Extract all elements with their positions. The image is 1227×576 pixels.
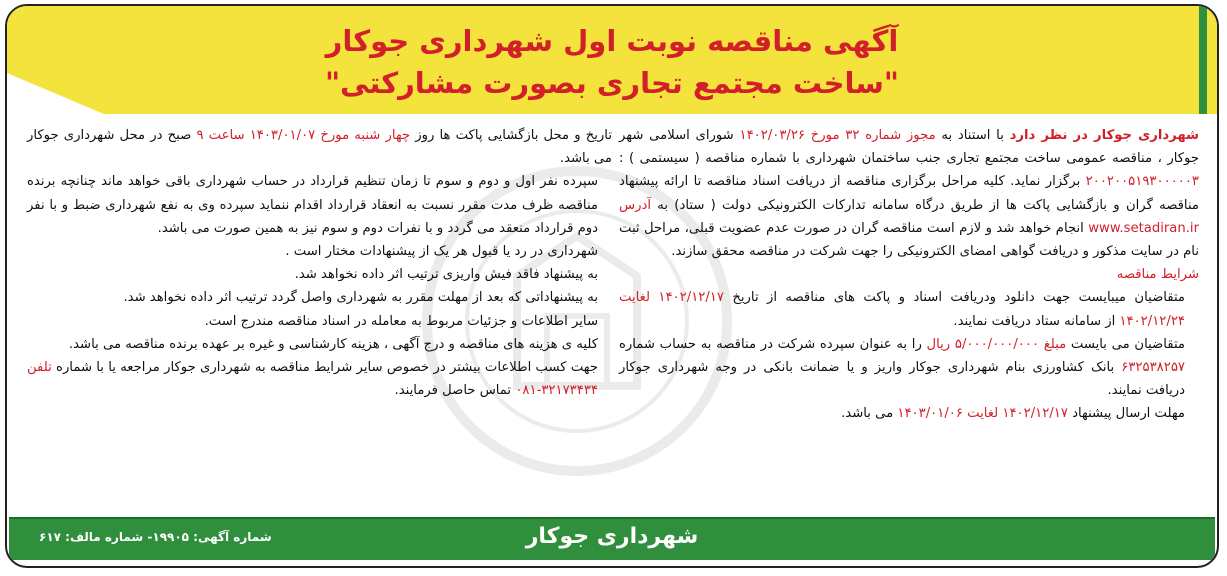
intro-text-d: انجام خواهد شد و لازم است مناقصه گران در صورت عدم عضویت قبلی، مراحل ثبت نام در سایت مذکور و دریافت گواهی امضای الکترونیکی را جهت شرکت در مناقصه محقق سازند.: [619, 220, 1199, 260]
opening-date-paragraph: [27, 124, 612, 170]
notice-title: آگهی مناقصه نوبت اول شهرداری جوکار: [325, 24, 899, 58]
deposit-text-a: متقاضیان می بایست: [1066, 336, 1185, 352]
rejection-right-paragraph: شهرداری در رد یا قبول هر یک از پیشنهادات مختار است .: [285, 244, 598, 260]
deposit-retention-paragraph: سپرده نفر اول و دوم و سوم تا زمان تنظیم قرارداد در حساب شهرداری باقی خواهد ماند چنانچه برنده مناقصه ظرف مدت مقرر نسبت به انعقاد قرارداد اقدام ننماید سپرده وی به نفع شهرداری ضبط و با نفر دوم قرارداد منعقد می گردد و با نفرات دوم و سوم نیز به همین صورت می باشد.: [27, 174, 598, 236]
intro-paragraph: [619, 124, 1199, 263]
contact-phone[interactable]: تلفن ۳۲۱۷۳۴۳۴-۰۸۱: [27, 360, 598, 399]
deposit-text-b: را به عنوان سپرده شرکت در مناقصه به حساب شماره: [619, 336, 927, 352]
opening-text-a: تاریخ و محل بازگشایی پاکت ها روز: [410, 128, 612, 143]
submission-deadline-paragraph: [619, 402, 1199, 425]
costs-paragraph: کلیه ی هزینه های مناقصه و درج آگهی ، هزینه کارشناسی و غیره بر عهده برنده مناقصه می باشد.: [68, 336, 598, 352]
left-column: [27, 124, 612, 402]
deposit-amount: مبلغ ۵/۰۰۰/۰۰۰/۰۰۰ ریال: [926, 336, 1067, 352]
download-text-b: از سامانه ستاد دریافت نمایند.: [953, 313, 1120, 329]
footer-bar: [9, 517, 1215, 560]
deadline-text-a: مهلت ارسال پیشنهاد: [1067, 406, 1185, 422]
notice-subtitle: "ساخت مجتمع تجاری بصورت مشارکتی": [324, 66, 900, 100]
intro-text-b: شورای اسلامی شهر جوکار ، مناقصه عمومی ساخت مجتمع تجاری جنب ساختمان شهرداری با شماره مناقصه ( سیستمی ) :: [619, 128, 1199, 167]
conditions-heading: شرایط مناقصه: [1116, 267, 1199, 283]
account-number: ۶۳۲۵۳۸۲۵۷: [1121, 360, 1185, 376]
deadline-text-b: می باشد.: [841, 406, 898, 422]
download-text-a: متقاضیان میبایست جهت دانلود ودریافت اسناد و پاکت های مناقصه از تاریخ: [723, 290, 1185, 306]
opening-text-b: صبح در محل شهرداری جوکار می باشد.: [27, 128, 612, 167]
late-offers-paragraph: به پیشنهاداتی که بعد از مهلت مقرر به شهرداری واصل گردد ترتیب اثر داده نخواهد شد.: [123, 290, 598, 306]
intro-text-c: برگزار نماید. کلیه مراحل برگزاری مناقصه از دریافت اسناد مناقصه تا ارائه پیشنهاد مناقصه گران و بازگشایی پاکت ها از طریق درگاه سامانه تدارکات الکترونیکی دولت ( ستاد) به: [619, 174, 1199, 213]
tender-number: ۲۰۰۲۰۰۵۱۹۳۰۰۰۰۰۳: [1085, 174, 1199, 190]
deposit-text-c: بانک کشاورزی بنام شهرداری جوکار واریز و یا ضمانت بانکی در وجه شهرداری جوکار دریافت نمایند.: [619, 360, 1185, 399]
contact-paragraph: [27, 356, 612, 402]
other-info-paragraph: سایر اطلاعات و جزئیات مربوط به معامله در اسناد مناقصه مندرج است.: [204, 313, 598, 329]
contact-text-b: تماس حاصل فرمایند.: [394, 383, 516, 399]
download-documents-paragraph: [619, 286, 1199, 332]
no-receipt-paragraph: به پیشنهاد فاقد فیش واریزی ترتیب اثر داده نخواهد شد.: [294, 267, 598, 283]
submission-date-range: ۱۴۰۲/۱۲/۱۷ لغایت ۱۴۰۳/۰۱/۰۶: [897, 406, 1068, 422]
right-column: [619, 124, 1199, 426]
notice-frame: [5, 4, 1219, 568]
permit-reference: مجوز شماره ۳۲ مورخ ۱۴۰۲/۰۳/۲۶: [739, 128, 936, 143]
intro-text-a: با استناد به: [935, 128, 1010, 143]
opening-date: چهار شنبه مورخ ۱۴۰۳/۰۱/۰۷ ساعت ۹: [196, 128, 411, 143]
setad-address-link[interactable]: آدرس www.setadiran.ir: [619, 197, 1199, 236]
deposit-paragraph: [619, 333, 1199, 403]
download-date-range: ۱۴۰۲/۱۲/۱۷ لغایت ۱۴۰۲/۱۲/۲۴: [619, 290, 1185, 329]
footer-municipality-name: شهرداری جوکار: [525, 524, 699, 549]
contact-text-a: جهت کسب اطلاعات بیشتر در خصوص سایر شرایط مناقصه به شهرداری جوکار مراجعه یا با شماره: [51, 360, 598, 376]
footer-notice-number: شماره آگهی: ۱۹۹۰۵- شماره مالف: ۶۱۷: [39, 530, 272, 544]
intro-lead: شهرداری جوکار در نظر دارد: [1009, 128, 1199, 143]
